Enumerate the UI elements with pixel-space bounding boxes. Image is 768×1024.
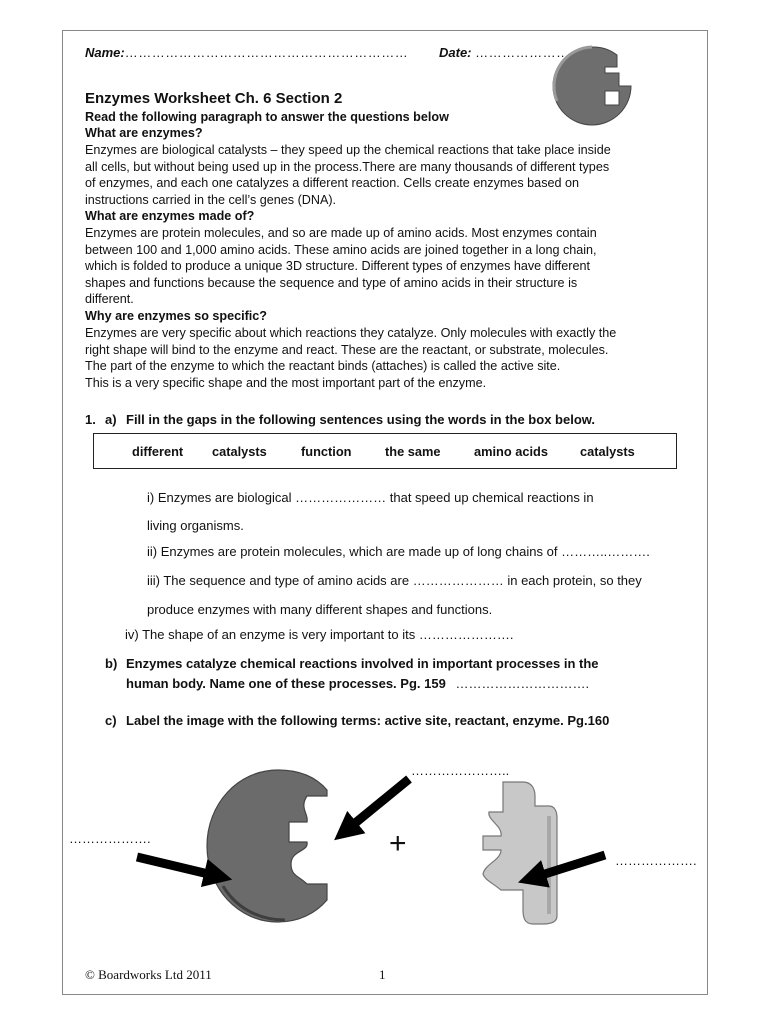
sentence-iii-cont: produce enzymes with many different shapes and functions. <box>147 602 493 617</box>
section-heading: What are enzymes? <box>85 126 203 140</box>
part-c-label: c) <box>105 713 117 728</box>
section-heading: Why are enzymes so specific? <box>85 309 267 323</box>
arrow-to-reactant <box>529 855 605 879</box>
answer-blank[interactable]: …………………………. <box>455 676 590 691</box>
word-bank-item: amino acids <box>474 444 548 459</box>
paragraph-line: This is a very specific shape and the most important part of the enzyme. <box>85 375 487 390</box>
part-a-label: a) <box>105 412 117 427</box>
date-blank[interactable]: ………………… <box>475 45 570 60</box>
name-label: Name: <box>85 45 125 60</box>
label-blank-left[interactable]: ………………. <box>69 831 151 846</box>
instructions: Read the following paragraph to answer the questions below <box>85 110 449 124</box>
question-number: 1. <box>85 412 96 427</box>
answer-blank[interactable]: ………………… <box>295 490 387 505</box>
paragraph-line: Enzymes are very specific about which reactions they catalyze. Only molecules with exactly the <box>85 326 617 340</box>
paragraph-line: instructions carried in the cell’s genes (DNA). <box>85 192 337 207</box>
part-c-prompt: Label the image with the following terms: active site, reactant, enzyme. Pg.160 <box>126 713 610 728</box>
sentence-text: in each protein, so they <box>507 573 642 588</box>
word-bank-item: catalysts <box>580 444 635 459</box>
sentence-i <box>147 490 594 505</box>
paragraph-line: of enzymes, and each one catalyzes a different reaction. Cells create enzymes based on <box>85 176 580 190</box>
paragraph-line: shapes and functions because the sequence and type of amino acids in their structure is <box>85 275 578 290</box>
arrow-to-active-site <box>343 779 409 833</box>
sentence-i-cont: living organisms. <box>147 518 244 533</box>
section-heading: What are enzymes made of? <box>85 209 255 223</box>
label-blank-top[interactable]: ………………….. <box>411 763 510 778</box>
part-a-prompt: Fill in the gaps in the following sentences using the words in the box below. <box>126 412 595 427</box>
word-bank <box>93 433 677 469</box>
paragraph-line: different. <box>85 292 134 306</box>
date-label: Date: <box>439 45 472 60</box>
name-field[interactable] <box>85 45 408 60</box>
label-blank-right[interactable]: ………………. <box>615 853 697 868</box>
page-number: 1 <box>379 967 386 982</box>
word-bank-item: function <box>301 444 352 459</box>
part-b-label: b) <box>105 656 118 671</box>
part-b-prompt-cont <box>126 676 589 691</box>
sentence-iii <box>147 573 642 588</box>
sentence-text: iii) The sequence and type of amino acids are <box>147 573 410 588</box>
sentence-text: ii) Enzymes are protein molecules, which are made up of long chains of <box>147 544 558 559</box>
paragraph-line: The part of the enzyme to which the reactant binds (attaches) is called the active site. <box>85 359 561 373</box>
word-bank-item: different <box>132 444 184 459</box>
name-blank[interactable]: ……………………………………………………… <box>124 45 409 60</box>
part-b-text: human body. Name one of these processes. Pg. 159 <box>126 676 446 691</box>
paragraph-line: Enzymes are protein molecules, and so are made up of amino acids. Most enzymes contain <box>85 226 597 240</box>
answer-blank[interactable]: ………………… <box>412 573 504 588</box>
plus-sign: + <box>389 827 407 860</box>
sentence-text: i) Enzymes are biological <box>147 490 292 505</box>
paragraph-line: which is folded to produce a unique 3D structure. Different types of enzymes have different <box>85 259 590 273</box>
paragraph-line: Enzymes are biological catalysts – they speed up the chemical reactions that take place inside <box>85 143 611 157</box>
arrow-to-enzyme <box>137 857 221 877</box>
copyright: © Boardworks Ltd 2011 <box>85 967 212 982</box>
answer-blank[interactable]: ………..………. <box>561 544 650 559</box>
paragraph-line: right shape will bind to the enzyme and react. These are the reactant, or substrate, molecules. <box>85 342 609 357</box>
worksheet-page <box>62 30 708 995</box>
paragraph-line: all cells, but without being used up in the process.There are many thousands of different types <box>85 159 610 174</box>
sentence-text: iv) The shape of an enzyme is very important to its <box>125 627 416 642</box>
answer-blank[interactable]: …………………. <box>418 627 514 642</box>
worksheet-title: Enzymes Worksheet Ch. 6 Section 2 <box>85 90 343 107</box>
arrows-layer <box>63 731 709 951</box>
part-b-prompt: Enzymes catalyze chemical reactions involved in important processes in the <box>126 656 599 671</box>
word-bank-item: the same <box>385 444 441 459</box>
paragraph-line: between 100 and 1,000 amino acids. These amino acids are joined together in a long chain, <box>85 242 597 257</box>
sentence-text: that speed up chemical reactions in <box>389 490 594 505</box>
sentence-ii <box>147 544 650 559</box>
word-bank-item: catalysts <box>212 444 267 459</box>
sentence-iv <box>125 627 513 642</box>
